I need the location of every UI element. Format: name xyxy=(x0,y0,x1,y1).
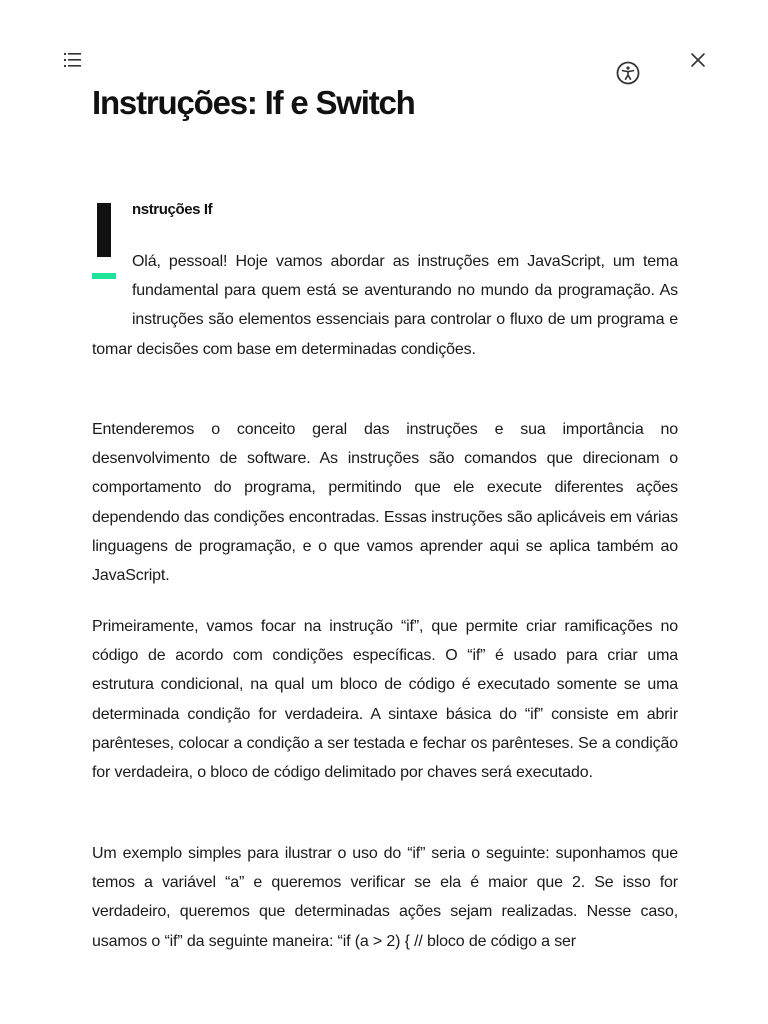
page-title: Instruções: If e Switch xyxy=(92,84,415,121)
accessibility-icon xyxy=(615,60,641,86)
paragraph-4: Um exemplo simples para ilustrar o uso do “if” seria o seguinte: suponhamos que temos a variável “a” e queremos verificar se ela é maior que 2. Se isso for verdadeiro, queremos que determinadas ações sejam realizadas. Nesse caso, usamos o “if” da seguinte maneira: “if (a > 2) { // bloco de código a ser xyxy=(92,845,678,950)
close-icon xyxy=(688,50,708,70)
accessibility-button[interactable] xyxy=(615,60,641,86)
menu-button[interactable] xyxy=(62,50,84,70)
section-heading: nstruções If xyxy=(132,201,213,218)
paragraph-2: Entenderemos o conceito geral das instruções e sua importância no desenvolvimento de software. As instruções são comandos que direcionam o comportamento do programa, permitindo que ele execute diferentes ações dependendo das condições encontradas. Essas instruções são aplicáveis em várias linguagens de programação, e o que vamos aprender aqui se aplica também ao JavaScript. xyxy=(92,421,678,585)
paragraph-3: Primeiramente, vamos focar na instrução “if”, que permite criar ramificações no código de acordo com condições específicas. O “if” é usado para criar uma estrutura condicional, na qual um bloco de código é executado somente se uma determinada condição for verdadeira. A sintaxe básica do “if” consiste em abrir parênteses, colocar a condição a ser testada e fechar os parênteses. Se a condição for verdadeira, o bloco de código delimitado por chaves será executado. xyxy=(92,618,678,782)
paragraph-1: Olá, pessoal! Hoje vamos abordar as instruções em JavaScript, um tema fundamental para quem está se aventurando no mundo da programação. As instruções são elementos essenciais para controlar o fluxo de um programa e tomar decisões com base em determinadas condições. xyxy=(92,253,678,358)
list-menu-icon xyxy=(62,50,84,70)
close-button[interactable] xyxy=(688,50,708,70)
